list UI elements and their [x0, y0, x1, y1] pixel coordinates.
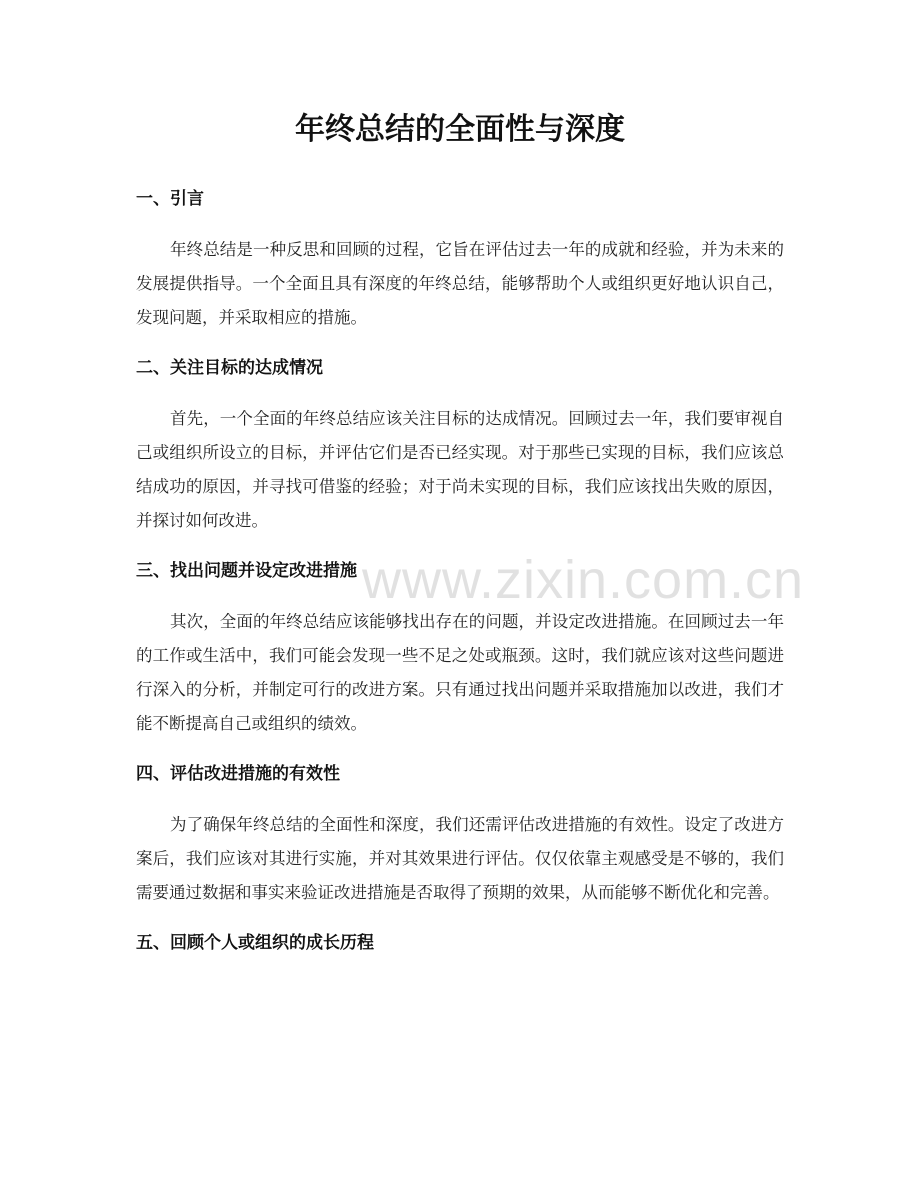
section-heading: 三、找出问题并设定改进措施: [136, 561, 357, 581]
section-paragraph: 为了确保年终总结的全面性和深度，我们还需评估改进措施的有效性。设定了改进方案后，我们应该对其进行实施，并对其效果进行评估。仅仅依靠主观感受是不够的，我们需要通过数据和事实来验证改进措施是否取得了预期的效果，从而能够不断优化和完善。: [136, 815, 784, 902]
section-heading: 四、评估改进措施的有效性: [136, 764, 340, 784]
section-heading: 二、关注目标的达成情况: [136, 358, 323, 378]
section-goal-achievement: [136, 355, 784, 538]
section-introduction: [136, 186, 784, 335]
section-evaluate-effectiveness: [136, 761, 784, 910]
section-heading: 一、引言: [136, 189, 204, 209]
section-heading: 五、回顾个人或组织的成长历程: [136, 933, 374, 953]
section-paragraph: 首先，一个全面的年终总结应该关注目标的达成情况。回顾过去一年，我们要审视自己或组织所设立的目标，并评估它们是否已经实现。对于那些已实现的目标，我们应该总结成功的原因，并寻找可借鉴的经验；对于尚未实现的目标，我们应该找出失败的原因，并探讨如何改进。: [136, 409, 784, 530]
document-title: 年终总结的全面性与深度: [295, 112, 625, 147]
watermark-text: www.zixin.com.cn: [362, 550, 805, 610]
section-growth-review: [136, 930, 784, 956]
section-paragraph: 其次，全面的年终总结应该能够找出存在的问题，并设定改进措施。在回顾过去一年的工作或生活中，我们可能会发现一些不足之处或瓶颈。这时，我们就应该对这些问题进行深入的分析，并制定可行的改进方案。只有通过找出问题并采取措施加以改进，我们才能不断提高自己或组织的绩效。: [136, 612, 784, 733]
section-paragraph: 年终总结是一种反思和回顾的过程，它旨在评估过去一年的成就和经验，并为未来的发展提供指导。一个全面且具有深度的年终总结，能够帮助个人或组织更好地认识自己，发现问题，并采取相应的措施。: [136, 240, 784, 327]
